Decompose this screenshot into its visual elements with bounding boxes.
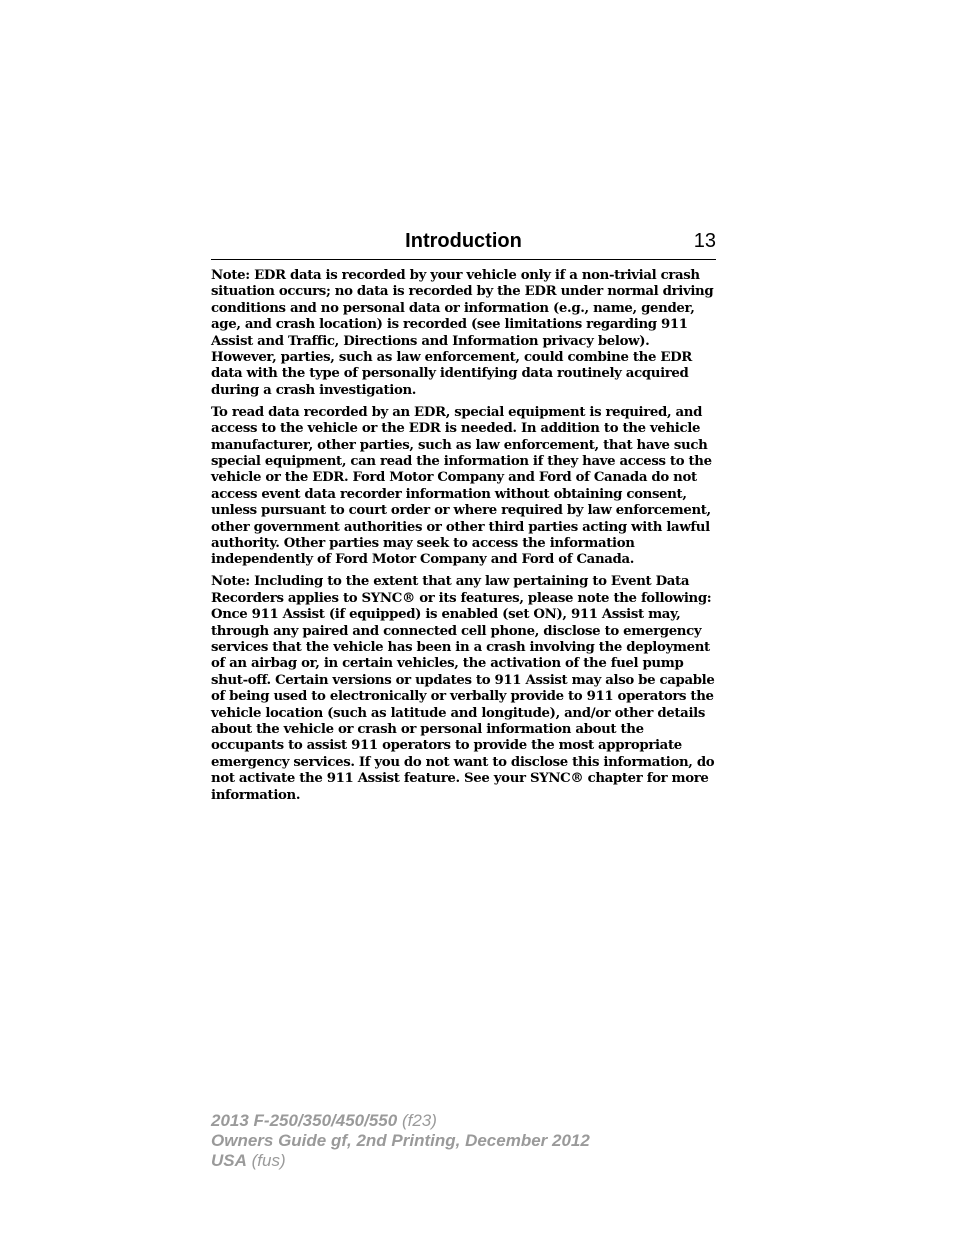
footer-guide: Owners Guide gf, 2nd Printing, December 2012 [211, 1131, 590, 1150]
footer-market-code: (fus) [251, 1151, 286, 1170]
page-footer [211, 1111, 590, 1171]
footer-model: 2013 F-250/350/450/550 [211, 1111, 398, 1130]
footer-model-code: (f23) [401, 1111, 437, 1130]
page-number: 13 [693, 230, 716, 252]
body-text [211, 268, 716, 810]
page-header [211, 229, 716, 260]
footer-line-market [211, 1151, 590, 1171]
paragraph-sync-note: Note: Including to the extent that any law pertaining to Event Data Recorders applies to SYNC® or its features, please note the following: Once 911 Assist (if equipped) is enabled (set ON), 911 Assist may, through any paired and connected cell phone, disclose to emergency services that the vehicle has been in a crash involving the deployment of an airbag or, in certain vehicles, the activation of the fuel pump shut-off. Certain versions or updates to 911 Assist may also be capable of being used to electronically or verbally provide to 911 operators the vehicle location (such as latitude and longitude), and/or other details about the vehicle or crash or personal information about the occupants to assist 911 operators to provide the most appropriate emergency services. If you do not want to disclose this information, do not activate the 911 Assist feature. See your SYNC® chapter for more information. [211, 574, 715, 803]
footer-line-model [211, 1111, 590, 1131]
section-title: Introduction [405, 230, 522, 252]
paragraph-edr-access: To read data recorded by an EDR, special equipment is required, and access to the vehicle or the EDR is needed. In addition to the vehicle manufacturer, other parties, such as law enforcement, that have such special equipment, can read the information if they have access to the vehicle or the EDR. Ford Motor Company and Ford of Canada do not access event data recorder information without obtaining consent, unless pursuant to court order or where required by law enforcement, other government authorities or other third parties acting with lawful authority. Other parties may seek to access the information independently of Ford Motor Company and Ford of Canada. [211, 404, 712, 568]
footer-line-guide [211, 1131, 590, 1151]
paragraph-edr-note: Note: EDR data is recorded by your vehicle only if a non-trivial crash situation occurs; no data is recorded by the EDR under normal driving conditions and no personal data or information (e.g., name, gender, age, and crash location) is recorded (see limitations regarding 911 Assist and Traffic, Directions and Information privacy below). However, parties, such as law enforcement, could combine the EDR data with the type of personally identifying data routinely acquired during a crash investigation. [211, 268, 714, 398]
footer-market: USA [211, 1151, 247, 1170]
